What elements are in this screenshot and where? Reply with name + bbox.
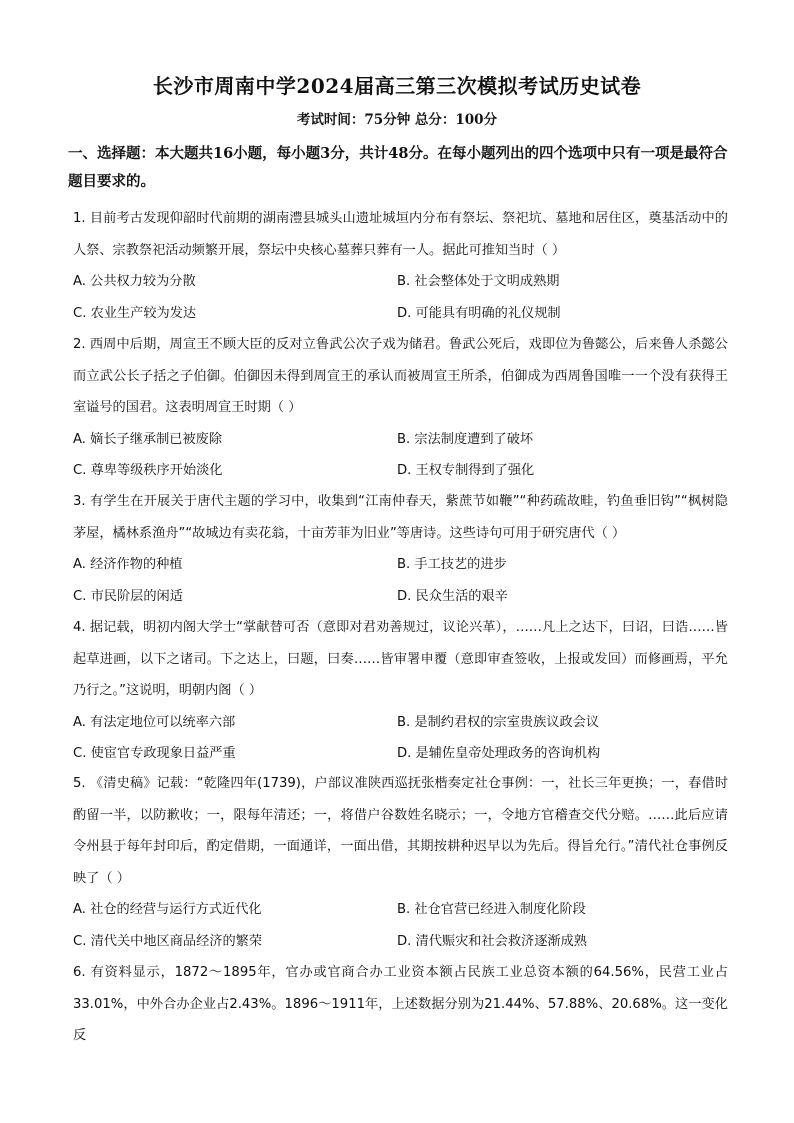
question-5 — [73, 768, 728, 957]
question-4 — [73, 612, 728, 770]
question-stem: 3. 有学生在开展关于唐代主题的学习中，收集到“江南仲春天，紫蔗节如鞭”“种药疏故畦，钓鱼垂旧钩”“枫树隐茅屋，橘林系渔舟”“故城边有卖花翁，十亩芳菲为旧业”等唐诗。这些诗句可用于研究唐代（ ） — [73, 494, 728, 541]
option-a: A. 有法定地位可以统率六部 — [73, 714, 236, 730]
option-d: D. 民众生活的艰辛 — [397, 588, 508, 604]
option-d: D. 可能具有明确的礼仪规制 — [397, 305, 561, 321]
option-list — [73, 549, 728, 612]
option-b: B. 宗法制度遭到了破坏 — [397, 431, 534, 447]
option-b: B. 手工技艺的进步 — [397, 557, 507, 572]
option-d: D. 清代赈灾和社会救济逐渐成熟 — [397, 933, 587, 949]
option-d: D. 是辅佐皇帝处理政务的咨询机构 — [397, 746, 601, 761]
option-b: B. 是制约君权的宗室贵族议政会议 — [397, 714, 600, 730]
option-a: A. 经济作物的种植 — [73, 557, 183, 572]
option-c: C. 农业生产较为发达 — [73, 305, 197, 321]
question-stem: 1. 目前考古发现仰韶时代前期的湖南澧县城头山遗址城垣内分布有祭坛、祭祀坑、墓地和居住区，奠基活动中的人祭、宗教祭祀活动频繁开展，祭坛中央核心墓葬只葬有一人。据此可推知当时（ ） — [73, 211, 728, 258]
option-a: A. 社仓的经营与运行方式近代化 — [73, 902, 262, 917]
question-3 — [73, 486, 728, 612]
section-heading: 一、选择题：本大题共16小题，每小题3分，共计48分。在每小题列出的四个选项中只有一项是最符合题目要求的。 — [68, 145, 728, 190]
option-c: C. 使宦官专政现象日益严重 — [73, 746, 236, 761]
exam-time-and-score: 考试时间：75分钟 总分：100分 — [296, 112, 498, 128]
question-stem: 2. 西周中后期，周宣王不顾大臣的反对立鲁武公次子戏为储君。鲁武公死后，戏即位为鲁懿公，后来鲁人杀懿公而立武公长子括之子伯御。伯御因未得到周宣王的承认而被周宣王所杀，伯御成为西周鲁国唯一一个没有获得王室谥号的国君。这表明周宣王时期（ ） — [73, 337, 728, 415]
option-list — [73, 894, 728, 957]
question-stem: 6. 有资料显示，1872～1895年，官办或官商合办工业资本额占民族工业总资本额的64.56%，民营工业占33.01%，中外合办企业占2.43%。1896～1911年，上述数据分别为21.44%、57.88%、20.68%。这一变化反 — [73, 965, 728, 1043]
option-list — [73, 424, 728, 487]
option-list — [73, 707, 728, 770]
option-c: C. 尊卑等级秩序开始淡化 — [73, 463, 223, 478]
question-2 — [73, 329, 728, 487]
option-c: C. 清代关中地区商品经济的繁荣 — [73, 933, 263, 949]
option-list — [73, 266, 728, 329]
question-stem: 4. 据记载，明初内阁大学士“掌献替可否（意即对君劝善规过，议论兴革），……凡上之达下，曰诏，曰诰……皆起草进画，以下之诸司。下之达上，曰题，曰奏……皆审署申覆（意即审查签收，上报或发回）而修画焉，平允乃行之。”这说明，明朝内阁（ ） — [73, 620, 728, 698]
exam-title: 长沙市周南中学2024届高三第三次模拟考试历史试卷 — [152, 74, 642, 98]
option-b: B. 社仓官营已经进入制度化阶段 — [397, 902, 586, 917]
option-d: D. 王权专制得到了强化 — [397, 463, 535, 478]
question-6 — [73, 957, 728, 1052]
option-c: C. 市民阶层的闲适 — [73, 588, 183, 604]
question-1 — [73, 203, 728, 329]
option-b: B. 社会整体处于文明成熟期 — [397, 274, 560, 289]
option-a: A. 公共权力较为分散 — [73, 274, 196, 289]
option-a: A. 嫡长子继承制已被废除 — [73, 431, 223, 447]
question-stem: 5. 《清史稿》记载：“乾隆四年(1739)，户部议准陕西巡抚张楷奏定社仓事例：一，社长三年更换；一，春借时酌留一半，以防歉收；一，限每年清还；一，将借户谷数姓名晓示；一，令地方官稽查交代分赔。……此后应请令州县于每年封印后，酌定借期，一面通详，一面出借，其期按耕种迟早以为先后。得旨允行。”清代社仓事例反映了（ ） — [73, 776, 728, 886]
